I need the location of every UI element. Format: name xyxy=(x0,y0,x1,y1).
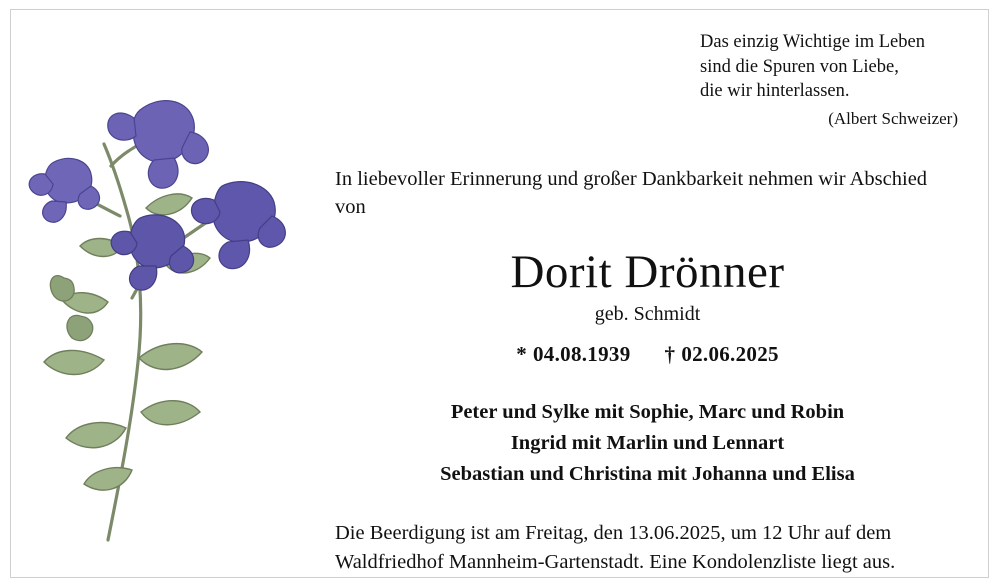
death-date: 02.06.2025 xyxy=(681,342,779,367)
death-symbol: † xyxy=(664,342,676,367)
text-column xyxy=(335,30,960,577)
life-dates xyxy=(335,342,960,367)
birth-date: 04.08.1939 xyxy=(533,342,631,367)
intro-text: In liebevoller Erinnerung und großer Dankbarkeit nehmen wir Abschied von xyxy=(335,168,928,219)
quote-line-3: die wir hinterlassen. xyxy=(700,81,850,102)
mourners-list xyxy=(335,397,960,489)
quote-block xyxy=(700,30,960,130)
bellflower-illustration xyxy=(8,40,318,560)
funeral-info: Die Beerdigung ist am Freitag, den 13.06.2025, um 12 Uhr auf dem Waldfriedhof Mannheim-Gartenstadt. Eine Kondolenzliste liegt aus. xyxy=(335,522,896,574)
deceased-name: Dorit Drönner xyxy=(510,245,785,298)
mourner-line: Peter und Sylke mit Sophie, Marc und Robin xyxy=(450,401,845,424)
quote-line-2: sind die Spuren von Liebe, xyxy=(700,56,899,77)
birth-symbol: * xyxy=(516,342,527,367)
mourner-line: Ingrid mit Marlin und Lennart xyxy=(510,431,785,454)
quote-author: (Albert Schweizer) xyxy=(828,108,958,128)
mourner-line: Sebastian und Christina mit Johanna und Elisa xyxy=(440,462,855,485)
quote-line-1: Das einzig Wichtige im Leben xyxy=(700,32,925,52)
maiden-name: geb. Schmidt xyxy=(594,303,701,326)
